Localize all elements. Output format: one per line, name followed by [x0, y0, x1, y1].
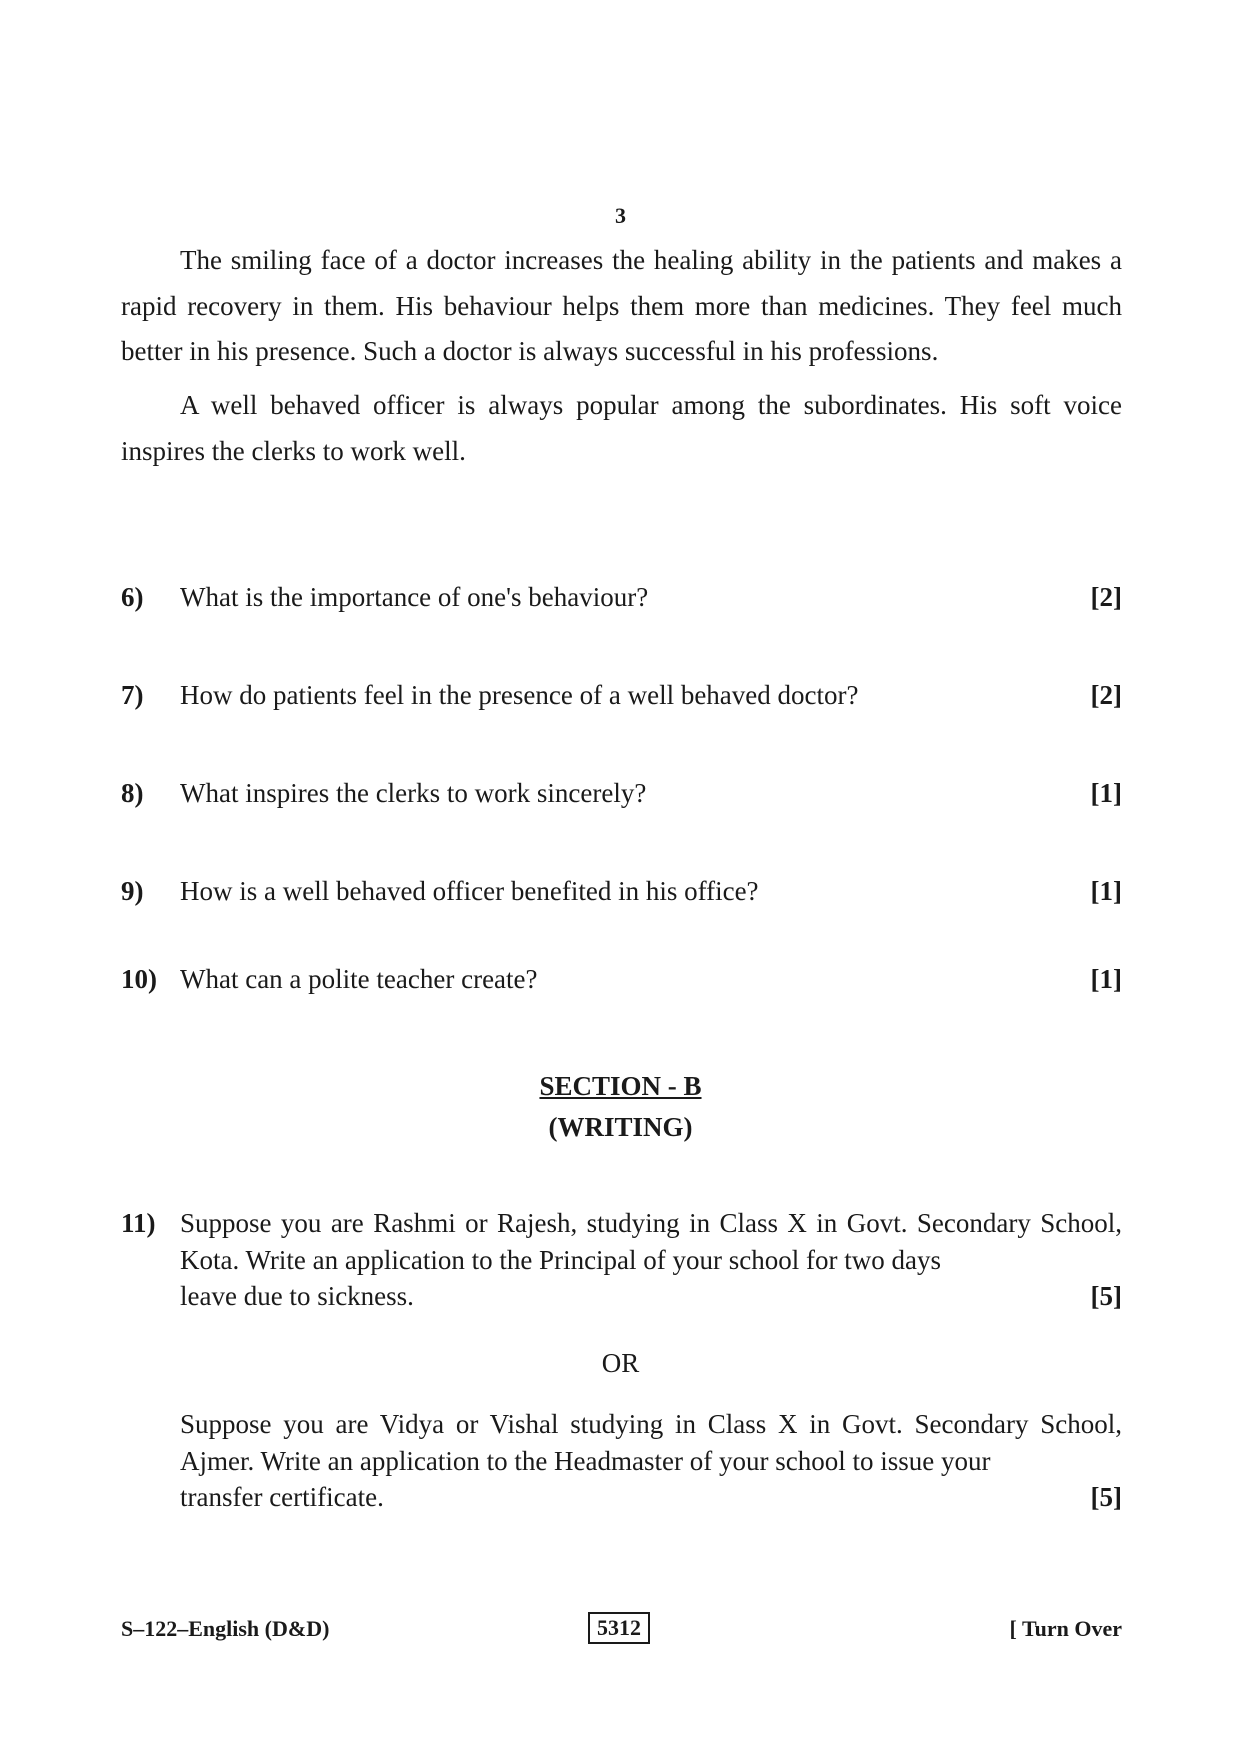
question-11-option-1	[180, 1205, 1122, 1315]
question-11-option-1-last: leave due to sickness.	[180, 1281, 414, 1311]
question-number: 9)	[121, 876, 144, 906]
section-subtitle: (WRITING)	[548, 1112, 693, 1142]
question-marks: [2]	[1090, 680, 1122, 710]
question-marks: [1]	[1090, 876, 1122, 906]
question-text: What inspires the clerks to work sincerely?	[180, 778, 647, 808]
question-text: How do patients feel in the presence of a well behaved doctor?	[180, 680, 859, 710]
passage-paragraph-1: The smiling face of a doctor increases the healing ability in the patients and makes a rapid recovery in them. His behaviour helps them more than medicines. They feel much better in his presence. Such a doctor is always successful in his professions.	[121, 245, 1122, 366]
question-11-option-1-last-line	[180, 1278, 1122, 1315]
question-11-option-1-text: Suppose you are Rashmi or Rajesh, studying in Class X in Govt. Secondary School, Kota. Write an application to the Principal of your school for two days	[180, 1208, 1122, 1275]
question-8	[121, 778, 1122, 812]
question-11-option-2-marks: [5]	[1090, 1482, 1122, 1512]
question-7	[121, 680, 1122, 714]
question-11-number: 11)	[121, 1208, 156, 1238]
question-marks: [1]	[1090, 778, 1122, 808]
question-text: What is the importance of one's behaviour?	[180, 582, 649, 612]
question-text: What can a polite teacher create?	[180, 964, 538, 994]
footer-boxed-code: 5312	[588, 1612, 650, 1644]
question-number: 10)	[121, 964, 157, 994]
question-11-option-2	[180, 1406, 1122, 1516]
question-11-option-2-text: Suppose you are Vidya or Vishal studying in Class X in Govt. Secondary School, Ajmer. Write an application to the Headmaster of your school to issue your	[180, 1409, 1122, 1476]
question-11-option-2-last-line	[180, 1479, 1122, 1516]
section-title: SECTION - B	[539, 1071, 702, 1101]
footer-paper-code: S–122–English (D&D)	[121, 1616, 330, 1641]
question-number: 6)	[121, 582, 144, 612]
or-separator: OR	[601, 1348, 640, 1378]
question-11-option-2-last: transfer certificate.	[180, 1482, 384, 1512]
question-10	[121, 964, 1122, 998]
page-number: 3	[615, 203, 626, 228]
passage-paragraph-2: A well behaved officer is always popular among the subordinates. His soft voice inspires the clerks to work well.	[121, 390, 1122, 466]
footer-turn-over: [ Turn Over	[1009, 1616, 1122, 1641]
question-marks: [1]	[1090, 964, 1122, 994]
question-6	[121, 582, 1122, 616]
question-9	[121, 876, 1122, 910]
question-text: How is a well behaved officer benefited in his office?	[180, 876, 759, 906]
question-number: 8)	[121, 778, 144, 808]
question-11-option-1-marks: [5]	[1090, 1281, 1122, 1311]
question-number: 7)	[121, 680, 144, 710]
question-marks: [2]	[1090, 582, 1122, 612]
